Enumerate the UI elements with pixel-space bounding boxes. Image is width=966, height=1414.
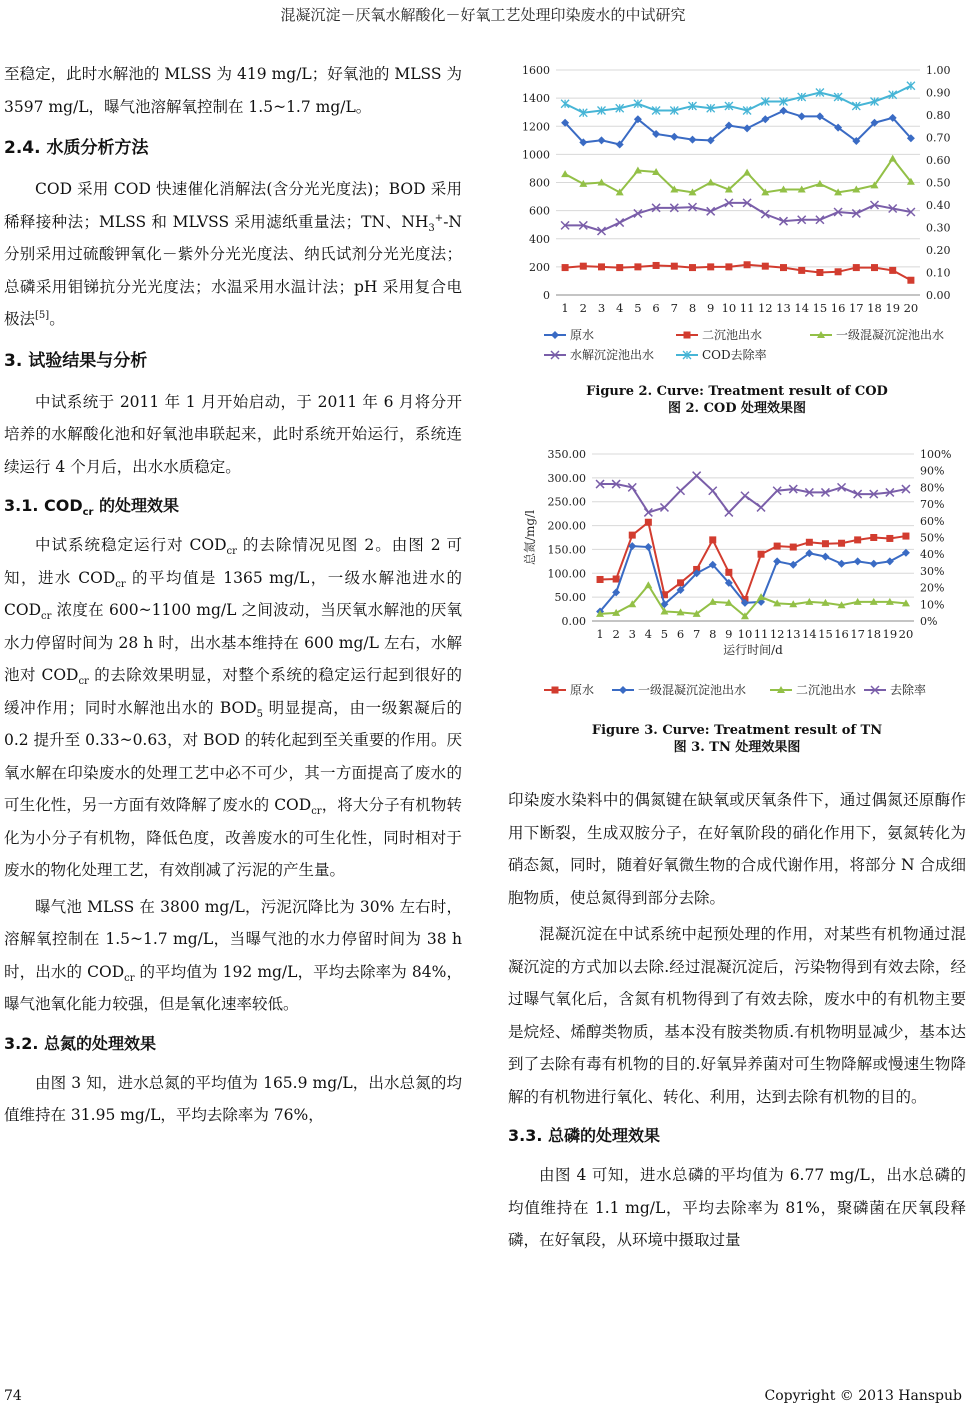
x-tick-label: 10 <box>737 627 753 641</box>
data-point <box>616 219 624 227</box>
x-tick-label: 19 <box>885 301 901 315</box>
figure-2-caption-zh: 图 2. COD 处理效果图 <box>667 401 807 416</box>
y-tick-label: 1400 <box>522 92 550 106</box>
legend-marker <box>684 332 691 339</box>
x-tick-label: 18 <box>867 301 882 315</box>
x-tick-label: 8 <box>709 627 717 641</box>
data-point <box>870 560 878 568</box>
data-point <box>743 124 751 132</box>
paragraph-tp: 由图 4 可知，进水总磷的平均值为 6.77 mg/L，出水总磷的均值维持在 1.1 mg/L，平均去除率为 81%，聚磷菌在厌氧段释磷，在好氧段，从环境中摄取过量 <box>508 1166 966 1249</box>
y2-tick-label: 80% <box>920 481 945 495</box>
figure-3 <box>508 440 966 756</box>
data-point <box>889 155 897 162</box>
legend-label: 二沉池出水 <box>702 328 763 342</box>
running-head: 混凝沉淀－厌氧水解酸化－好氧工艺处理印染废水的中试研究 <box>280 6 686 24</box>
data-point <box>689 136 697 144</box>
y-tick-label: 0 <box>543 289 550 302</box>
x-tick-label: 11 <box>739 301 755 315</box>
series-line <box>565 111 911 145</box>
data-point <box>902 533 909 540</box>
x-tick-label: 7 <box>670 301 678 315</box>
data-point <box>821 553 829 561</box>
y2-tick-label: 20% <box>920 581 945 595</box>
y-tick-label: 600 <box>529 204 550 218</box>
section-heading-2-4: 2.4. 水质分析方法 <box>4 138 149 158</box>
data-point <box>598 263 605 270</box>
data-point <box>709 487 717 495</box>
page-number: 74 <box>4 1388 22 1404</box>
paragraph-cod-1: 中试系统稳定运行对 $COD_{cr}$ 的去除情况见图 2。由图 2 可知，进水 $COD_{cr}$ 的平均值是 1365 mg/L，一级水解池进水的 $COD_{cr}$ 浓度在 600~1100 mg/L 之间波动，当厌氧水解池的厌氧水力停留时间为 28 h 时，出水基本维持在 600 mg/L 左右，水解池对 $COD_{cr}$ 的去除效果明显，对整个系统的稳定运行起到很好的缓冲作用；同时水解池出水的 $BOD_5$ 明显提高，由一级絮凝后的 0.2 提升至 0.33~0.63，对 BOD 的转化起到至关重要的作用。厌氧水解在印染废水的处理工艺中必不可少，其一方面提高了废水的可生化性，另一方面有效降解了废水的 $COD_{cr}$，将大分子有机物转化为小分子有机物，降低色度，改善废水的可生化性，同时相对于废水的物化处理工艺，有效削减了污泥的产生量。 <box>4 536 463 879</box>
y2-tick-label: 50% <box>920 531 945 545</box>
figure-3-caption-zh: 图 3. TN 处理效果图 <box>673 740 801 755</box>
y2-tick-label: 40% <box>920 548 945 562</box>
data-point <box>780 107 788 115</box>
x-tick-label: 4 <box>644 627 653 641</box>
legend-label: 二沉池出水 <box>796 683 857 697</box>
data-point <box>689 264 696 271</box>
x-tick-label: 14 <box>794 301 810 315</box>
x-tick-label: 2 <box>579 301 587 315</box>
y2-tick-label: 100% <box>920 448 952 461</box>
section-heading-3-3: 3.3. 总磷的处理效果 <box>508 1126 660 1145</box>
legend-label: 原水 <box>570 328 595 342</box>
y-tick-label: 250.00 <box>547 495 586 509</box>
x-tick-label: 9 <box>707 301 715 315</box>
data-point <box>907 277 914 284</box>
y2-tick-label: 60% <box>920 514 945 528</box>
data-point <box>907 82 915 90</box>
series-x <box>561 199 915 235</box>
data-point <box>645 519 652 526</box>
y2-tick-label: 90% <box>920 464 945 478</box>
data-point <box>853 264 860 271</box>
legend-marker <box>551 331 559 339</box>
y-tick-label: 150.00 <box>547 543 586 557</box>
y2-tick-label: 0.00 <box>926 289 951 302</box>
x-tick-label: 16 <box>830 301 846 315</box>
figure-2 <box>508 58 966 417</box>
x-tick-label: 10 <box>721 301 737 315</box>
y-tick-label: 1000 <box>522 148 550 162</box>
y-tick-label: 300.00 <box>547 471 586 485</box>
data-point <box>798 267 805 274</box>
data-point <box>725 508 733 516</box>
y-tick-label: 1200 <box>522 120 550 134</box>
data-point <box>598 136 606 144</box>
legend-entry <box>544 347 654 362</box>
x-tick-label: 16 <box>834 627 849 641</box>
series-line <box>600 585 906 616</box>
x-tick-label: 1 <box>596 627 604 641</box>
data-point <box>886 557 894 565</box>
y2-tick-label: 0.80 <box>926 109 951 122</box>
y-tick-label: 200.00 <box>547 519 586 533</box>
legend-entry <box>544 327 594 342</box>
data-point <box>780 264 787 271</box>
series-line <box>565 159 911 193</box>
y-tick-label: 50.00 <box>554 591 586 605</box>
x-tick-label: 5 <box>660 627 669 641</box>
data-point <box>774 543 781 550</box>
data-point <box>616 264 623 271</box>
left-column <box>4 58 462 1136</box>
figure-2-caption-en: Figure 2. Curve: Treatment result of COD <box>586 384 888 399</box>
x-tick-label: 17 <box>848 301 864 315</box>
copyright: Copyright © 2013 Hanspub <box>764 1388 962 1404</box>
section-heading-3-2: 3.2. 总氮的处理效果 <box>4 1033 156 1053</box>
data-point <box>671 263 678 270</box>
x-axis-label: 运行时间/d <box>723 643 783 657</box>
tn-chart <box>508 440 966 710</box>
y2-tick-label: 10% <box>920 598 945 612</box>
y2-tick-label: 0.20 <box>926 244 951 257</box>
x-tick-label: 6 <box>676 627 685 641</box>
x-tick-label: 15 <box>812 301 828 315</box>
y-tick-label: 350.00 <box>547 448 586 461</box>
data-point <box>693 472 701 480</box>
x-tick-label: 4 <box>616 301 624 315</box>
data-point <box>677 579 684 586</box>
data-point <box>838 560 846 568</box>
x-tick-label: 9 <box>725 627 733 641</box>
data-point <box>758 551 765 558</box>
y-tick-label: 100.00 <box>547 567 586 581</box>
paragraph-mlss: 至稳定，此时水解池的 MLSS 为 419 mg/L；好氧池的 MLSS 为 3597 mg/L，曝气池溶解氧控制在 1.5~1.7 mg/L。 <box>4 65 462 116</box>
paragraph-tn-3: 混凝沉淀在中试系统中起预处理的作用，对某些有机物通过混凝沉淀的方式加以去除.经过混凝沉淀后，污染物得到有效去除，经过曝气氧化后，含氮有机物得到了有效去除，废水中的有机物主要是烷烃、烯醇类物质，基本没有胺类物质.有机物明显减少，基本达到了去除有毒有机物的目的.好氧异养菌对可生物降解或慢速生物降解的有机物进行氧化、转化、利用，达到去除有机物的目的。 <box>508 925 966 1106</box>
paragraph-results-intro: 中试系统于 2011 年 1 月开始启动，于 2011 年 6 月将分开培养的水解酸化池和好氧池串联起来，此时系统开始运行，系统连续运行 4 个月后，出水水质稳定。 <box>4 392 462 476</box>
legend-label: 一级混凝沉淀池出水 <box>836 328 945 342</box>
data-point <box>670 133 678 141</box>
legend-label: 原水 <box>570 683 595 697</box>
x-tick-label: 12 <box>769 627 785 641</box>
section-heading-3-1: 3.1. $COD_{cr}$ 的处理效果 <box>4 496 180 519</box>
y-tick-label: 0.00 <box>561 615 586 628</box>
x-tick-label: 17 <box>850 627 865 641</box>
x-tick-label: 1 <box>561 301 569 315</box>
y-tick-label: 1600 <box>522 64 550 77</box>
data-point <box>798 112 806 120</box>
x-tick-label: 3 <box>628 627 636 641</box>
y2-tick-label: 0.90 <box>926 86 951 100</box>
legend-marker <box>619 686 627 694</box>
data-point <box>677 487 685 495</box>
data-point <box>762 263 769 270</box>
legend-entry <box>612 682 746 697</box>
y2-tick-label: 0% <box>920 615 938 628</box>
legend-entry <box>770 682 856 697</box>
y2-tick-label: 0.40 <box>926 199 951 212</box>
data-point <box>838 540 845 547</box>
x-tick-label: 20 <box>898 627 914 641</box>
data-point <box>790 544 797 551</box>
cod-chart <box>508 58 966 373</box>
series-square <box>562 261 915 283</box>
data-point <box>725 263 732 270</box>
data-point <box>773 557 781 565</box>
y-tick-label: 200 <box>529 260 550 274</box>
series-triangle <box>561 155 915 196</box>
y-axis-label: 总氮/mg/l <box>523 510 537 565</box>
y2-tick-label: 0.30 <box>926 221 951 235</box>
data-point <box>854 557 862 565</box>
legend-entry <box>810 327 944 342</box>
data-point <box>806 539 813 546</box>
data-point <box>743 169 751 176</box>
paragraph-tn-1: 由图 3 知，进水总氮的平均值为 165.9 mg/L，出水总氮的均值维持在 31.95 mg/L，平均去除率为 76%， <box>4 1073 462 1124</box>
data-point <box>889 267 896 274</box>
legend-entry <box>676 327 762 342</box>
y2-tick-label: 0.60 <box>926 154 951 167</box>
y2-tick-label: 0.50 <box>926 176 951 190</box>
x-tick-label: 19 <box>882 627 898 641</box>
x-tick-label: 6 <box>652 301 660 315</box>
data-point <box>580 263 587 270</box>
data-point <box>761 210 769 218</box>
x-tick-label: 7 <box>692 627 701 641</box>
y2-tick-label: 70% <box>920 498 945 512</box>
section-heading-3: 3. 试验结果与分析 <box>4 350 148 371</box>
series-star <box>561 82 915 117</box>
data-point <box>707 263 714 270</box>
data-point <box>761 115 769 123</box>
x-tick-label: 11 <box>753 627 769 641</box>
y-tick-label: 800 <box>529 176 550 190</box>
legend-label: COD去除率 <box>702 348 767 362</box>
x-tick-label: 5 <box>634 301 642 315</box>
right-column <box>508 784 966 1261</box>
data-point <box>757 503 765 511</box>
series-triangle <box>596 581 910 619</box>
x-tick-label: 2 <box>612 627 620 641</box>
x-tick-label: 8 <box>688 301 697 315</box>
x-tick-label: 14 <box>802 627 817 641</box>
data-point <box>886 535 893 542</box>
paragraph-cod-2: 曝气池 MLSS 在 3800 mg/L，污泥沉降比为 30% 左右时，溶解氧控制在 1.5~1.7 mg/L，当曝气池的水力停留时间为 38 h 时，出水的 $COD_{cr}$ 的平均值为 192 mg/L，平均去除率为 84%，曝气池氧化能力较强，但是氧化速率较低。 <box>4 897 462 1013</box>
legend-marker <box>552 687 559 694</box>
data-point <box>854 536 861 543</box>
x-tick-label: 20 <box>903 301 919 315</box>
data-point <box>870 534 877 541</box>
data-point <box>835 268 842 275</box>
y2-tick-label: 0.10 <box>926 266 951 280</box>
series-diamond <box>561 107 915 149</box>
data-point <box>709 536 716 543</box>
series-line <box>600 476 906 513</box>
data-point <box>634 263 641 270</box>
data-point <box>597 576 604 583</box>
series-x <box>596 472 910 517</box>
x-tick-label: 12 <box>757 301 773 315</box>
data-point <box>822 540 829 547</box>
data-point <box>744 261 751 268</box>
legend-entry <box>544 682 594 697</box>
data-point <box>902 549 910 557</box>
y2-tick-label: 0.70 <box>926 131 951 145</box>
data-point <box>871 264 878 271</box>
legend-entry <box>864 682 926 697</box>
data-point <box>816 269 823 276</box>
y2-tick-label: 1.00 <box>926 64 951 77</box>
legend-label: 一级混凝沉淀池出水 <box>638 683 747 697</box>
x-tick-label: 15 <box>818 627 833 641</box>
data-point <box>741 492 749 500</box>
data-point <box>561 100 569 108</box>
data-point <box>653 262 660 269</box>
data-point <box>562 264 569 271</box>
x-tick-label: 13 <box>785 627 801 641</box>
y-tick-label: 400 <box>529 232 550 246</box>
data-point <box>816 180 824 187</box>
paragraph-tn-2: 印染废水染料中的偶氮键在缺氧或厌氧条件下，通过偶氮还原酶作用下断裂，生成双胺分子，在好氧阶段的硝化作用下，氨氮转化为硝态氮，同时，随着好氧微生物的合成代谢作用，将部分 N 合成细胞物质，使总氮得到部分去除。 <box>508 791 966 907</box>
x-tick-label: 3 <box>597 301 606 315</box>
data-point <box>629 532 636 539</box>
x-tick-label: 13 <box>776 301 791 315</box>
legend-label: 去除率 <box>890 683 927 697</box>
data-point <box>644 581 652 588</box>
data-point <box>613 576 620 583</box>
legend-label: 水解沉淀池出水 <box>570 348 655 362</box>
legend-entry <box>676 347 767 362</box>
paragraph-methods: COD 采用 COD 快速催化消解法(含分光光度法)；BOD 采用稀释接种法；MLSS 和 MLVSS 采用滤纸重量法；TN、$NH_3^+-N$ 分别采用过硫酸钾氧化－紫外分光光度法、纳氏试剂分光光度法；总磷采用钼锑抗分光光度法；水温采用水温计法；pH 采用复合电极法[5]。 <box>4 180 462 328</box>
figure-3-caption-en: Figure 3. Curve: Treatment result of TN <box>591 723 883 738</box>
y2-tick-label: 30% <box>920 564 945 578</box>
x-tick-label: 18 <box>866 627 882 641</box>
data-point <box>725 569 732 576</box>
data-point <box>561 170 569 177</box>
